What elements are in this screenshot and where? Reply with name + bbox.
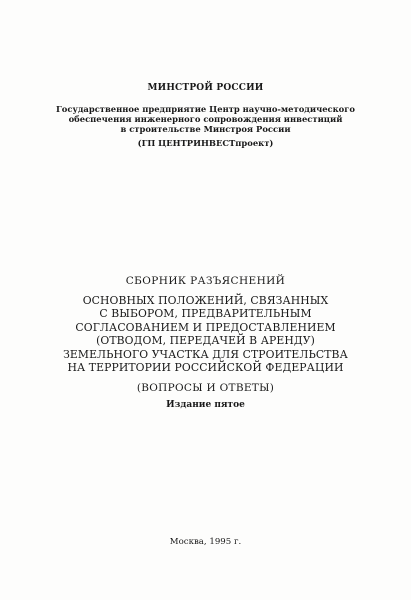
title-line: ЗЕМЕЛЬНОГО УЧАСТКА ДЛЯ СТРОИТЕЛЬСТВА — [63, 347, 348, 361]
organization-line: обеспечения инженерного сопровождения инвестиций — [68, 114, 343, 125]
city-year: Москва, 1995 г. — [169, 537, 242, 547]
title-line: СОГЛАСОВАНИЕМ И ПРЕДОСТАВЛЕНИЕМ — [75, 320, 336, 334]
title-line: НА ТЕРРИТОРИИ РОССИЙСКОЙ ФЕДЕРАЦИИ — [67, 361, 344, 375]
qa-label: (ВОПРОСЫ И ОТВЕТЫ) — [136, 382, 275, 394]
edition-label: Издание пятое — [166, 400, 245, 410]
title-line: С ВЫБОРОМ, ПРЕДВАРИТЕЛЬНЫМ — [99, 307, 312, 321]
organization-abbreviation: (ГП ЦЕНТРИНВЕСТпроект) — [137, 138, 274, 148]
collection-title: СБОРНИК РАЗЪЯСНЕНИЙ — [125, 275, 286, 287]
title-line: ОСНОВНЫХ ПОЛОЖЕНИЙ, СВЯЗАННЫХ — [82, 294, 329, 307]
main-title — [0, 294, 411, 374]
ministry-name: МИНСТРОЙ РОССИИ — [147, 83, 264, 93]
organization-line: в строительстве Минстроя России — [120, 124, 291, 135]
organization-name — [0, 104, 411, 135]
organization-line: Государственное предприятие Центр научно-методического — [56, 104, 355, 114]
title-line: (ОТВОДОМ, ПЕРЕДАЧЕЙ В АРЕНДУ) — [96, 334, 315, 348]
